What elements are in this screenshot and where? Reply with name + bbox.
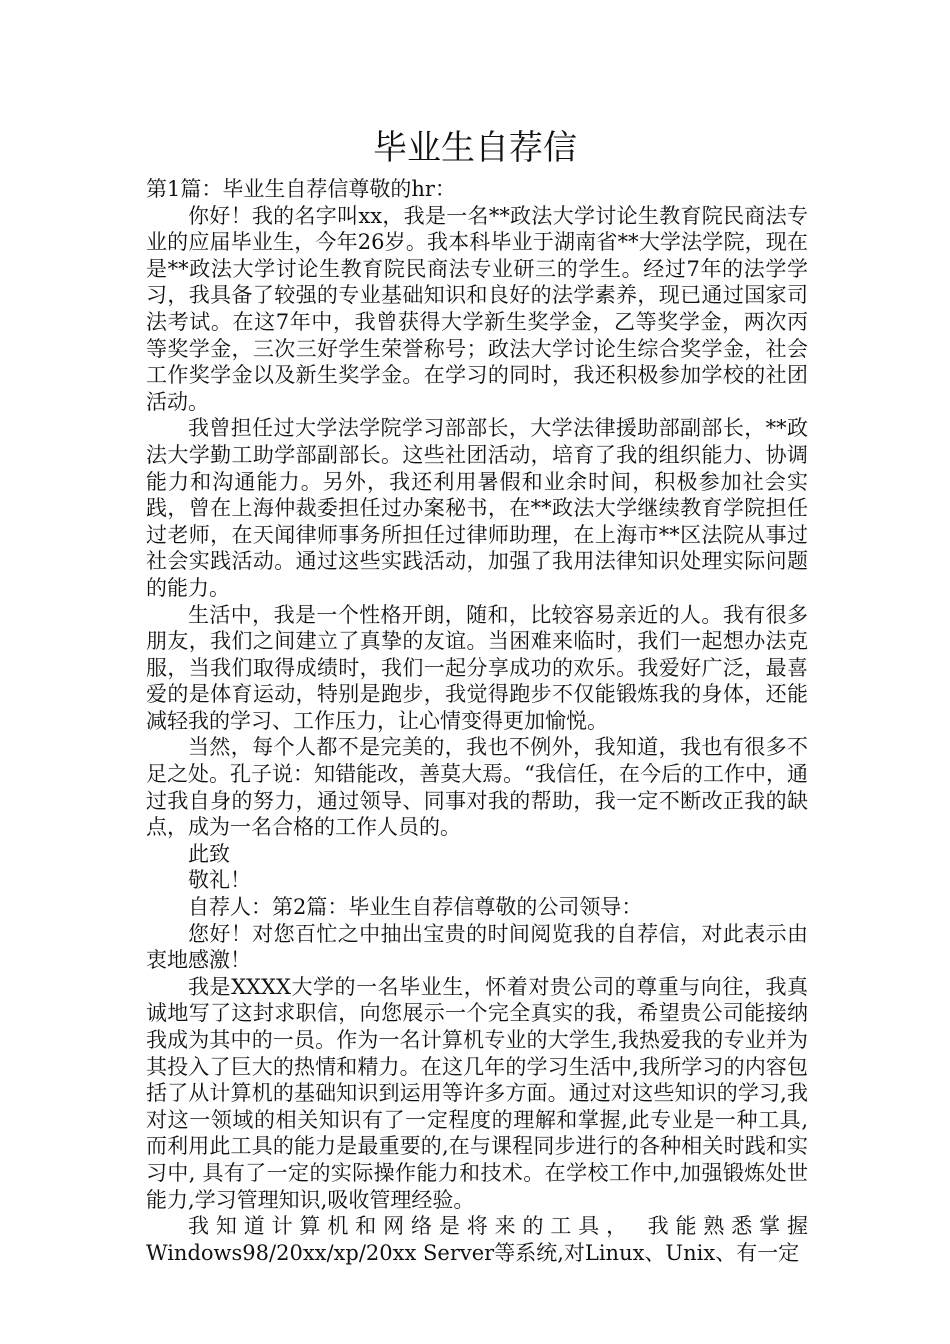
paragraph: 自荐人：第2篇：毕业生自荐信尊敬的公司领导： bbox=[188, 895, 643, 920]
closing-line: 此致 bbox=[188, 841, 230, 866]
paragraph: 我曾担任过大学法学院学习部部长，大学法律援助部副部长，**政法大学勤工助学部副部长。这些社团活动，培育了我的组织能力、协调能力和沟通能力。另外，我还利用暑假和业余时间，积极参加社会实践，曾在上海仲裁委担任过办案秘书，在**政法大学继续教育学院担任过老师，在天闻律师事务所担任过律师助理，在上海市**区法院从事过社会实践活动。通过这些实践活动，加强了我用法律知识处理实际问题的能力。 bbox=[146, 416, 808, 600]
salutation-line: 敬礼！ bbox=[188, 868, 251, 893]
paragraph: 当然，每个人都不是完美的，我也不例外，我知道，我也有很多不足之处。孔子说：知错能改，善莫大焉。“我信任，在今后的工作中，通过我自身的努力，通过领导、同事对我的帮助，我一定不断改正我的缺点，成为一名合格的工作人员的。 bbox=[146, 735, 808, 840]
paragraph: 你好！我的名字叫xx，我是一名**政法大学讨论生教育院民商法专业的应届毕业生，今年26岁。我本科毕业于湖南省**大学法学院，现在是**政法大学讨论生教育院民商法专业研三的学生。经过7年的法学学习，我具备了较强的专业基础知识和良好的法学素养，现已通过国家司法考试。在这7年中，我曾获得大学新生奖学金，乙等奖学金，两次丙等奖学金，三次三好学生荣誉称号；政法大学讨论生综合奖学金，社会工作奖学金以及新生奖学金。在学习的同时，我还积极参加学校的社团活动。 bbox=[146, 203, 808, 414]
document-title: 毕业生自荐信 bbox=[373, 128, 577, 168]
paragraph: 我是XXXX大学的一名毕业生，怀着对贵公司的尊重与向往，我真诚地写了这封求职信，向您展示一个完全真实的我，希望贵公司能接纳我成为其中的一员。作为一名计算机专业的大学生,我热爱我的专业并为其投入了巨大的热情和精力。在这几年的学习生活中,我所学习的内容包括了从计算机的基础知识到运用等许多方面。通过对这些知识的学习,我对这一领域的相关知识有了一定程度的理解和掌握,此专业是一种工具,而利用此工具的能力是最重要的,在与课程同步进行的各种相关时践和实习中, 具有了一定的实际操作能力和技术。在学校工作中,加强锻炼处世能力,学习管理知识,吸收管理经验。 bbox=[146, 974, 808, 1212]
paragraph: 我知道计算机和网络是将来的工具， 我能熟悉掌握Windows98/20xx/xp/20xx Server等系统,对Linux、Unix、有一定 bbox=[146, 1214, 808, 1265]
paragraph: 生活中，我是一个性格开朗，随和，比较容易亲近的人。我有很多朋友，我们之间建立了真挚的友谊。当困难来临时，我们一起想办法克服，当我们取得成绩时，我们一起分享成功的欢乐。我爱好广泛，最喜爱的是体育运动，特别是跑步，我觉得跑步不仅能锻炼我的身体，还能减轻我的学习、工作压力，让心情变得更加愉悦。 bbox=[146, 602, 808, 733]
paragraph: 第1篇：毕业生自荐信尊敬的hr： bbox=[146, 177, 456, 201]
document-body bbox=[146, 176, 808, 1266]
paragraph: 您好！对您百忙之中抽出宝贵的时间阅览我的自荐信，对此表示由衷地感激！ bbox=[146, 921, 808, 973]
